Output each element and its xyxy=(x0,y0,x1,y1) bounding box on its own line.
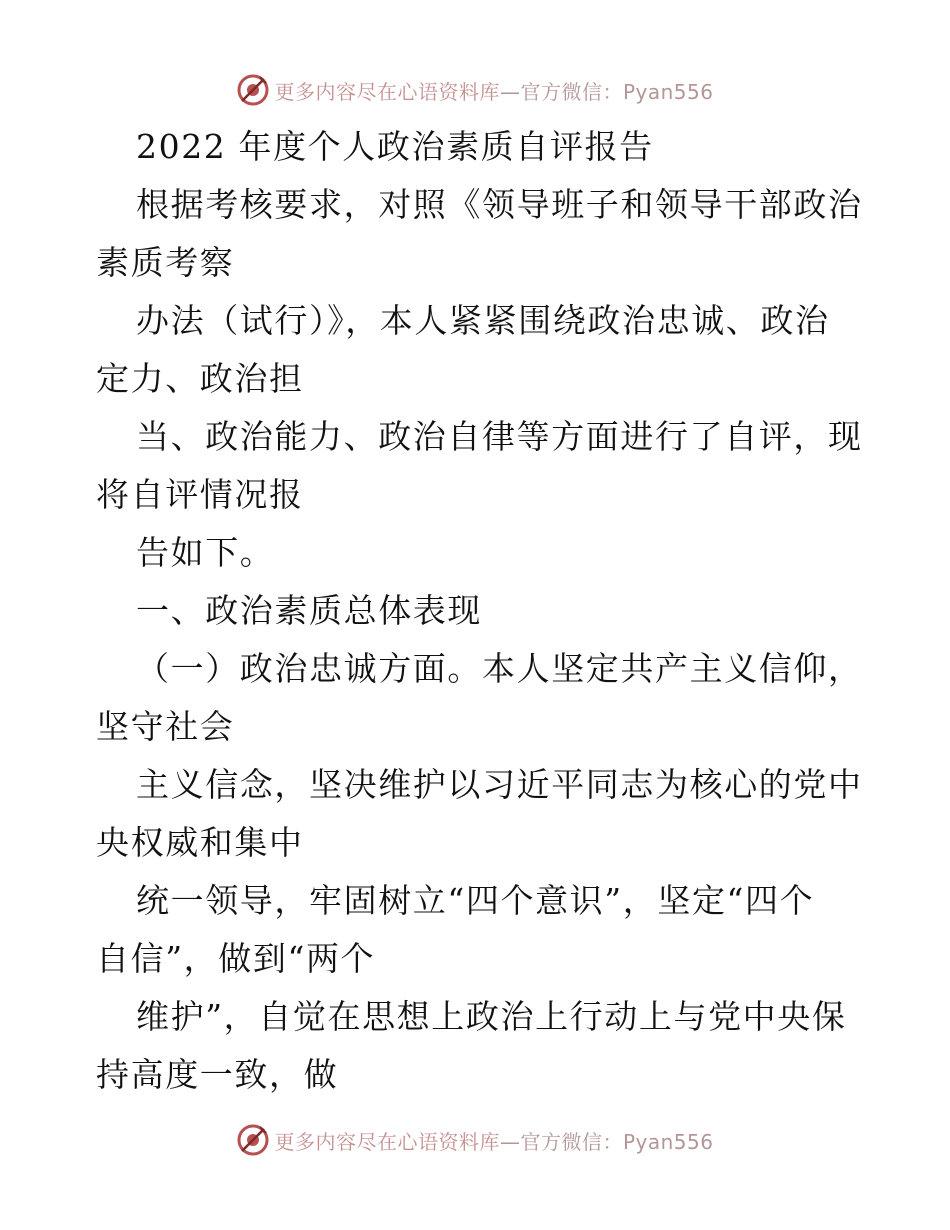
watermark-sub: 官方微信：Pyan556 xyxy=(520,79,714,104)
document-title: 2022 年度个人政治素质自评报告 xyxy=(136,127,654,166)
text-line: 央权威和集中 xyxy=(96,823,304,862)
text-line: （一）政治忠诚方面。本人坚定共产主义信仰， xyxy=(136,649,863,688)
text-line: 主义信念，坚决维护以习近平同志为核心的党中 xyxy=(136,765,863,804)
text-line: 当、政治能力、政治自律等方面进行了自评，现 xyxy=(136,417,863,456)
text-line: 素质考察 xyxy=(96,243,235,282)
logo-icon xyxy=(236,1123,270,1157)
watermark-text xyxy=(274,1126,713,1155)
text-line: 定力、政治担 xyxy=(96,359,304,398)
watermark-main: 更多内容尽在心语资料库 xyxy=(274,79,500,104)
watermark-separator: — xyxy=(499,79,521,104)
text-line: 办法（试行）》，本人紧紧围绕政治忠诚、政治 xyxy=(136,301,830,340)
text-line: 自信”，做到“两个 xyxy=(96,939,376,978)
watermark-main: 更多内容尽在心语资料库 xyxy=(274,1129,500,1154)
watermark-footer xyxy=(0,1120,950,1160)
text-line: 将自评情况报 xyxy=(96,475,304,514)
watermark-text xyxy=(274,76,713,105)
watermark-separator: — xyxy=(499,1129,521,1154)
document-body xyxy=(96,118,863,1104)
text-line: 维护”，自觉在思想上政治上行动上与党中央保 xyxy=(136,997,847,1036)
text-line: 根据考核要求，对照《领导班子和领导干部政治 xyxy=(136,185,863,224)
text-line: 坚守社会 xyxy=(96,707,235,746)
section-heading: 一、政治素质总体表现 xyxy=(136,591,482,630)
text-line: 持高度一致，做 xyxy=(96,1055,339,1094)
text-line: 告如下。 xyxy=(136,533,275,572)
watermark-sub: 官方微信：Pyan556 xyxy=(520,1129,714,1154)
text-line: 统一领导，牢固树立“四个意识”，坚定“四个 xyxy=(136,881,815,920)
watermark-header xyxy=(0,70,950,110)
logo-icon xyxy=(236,73,270,107)
